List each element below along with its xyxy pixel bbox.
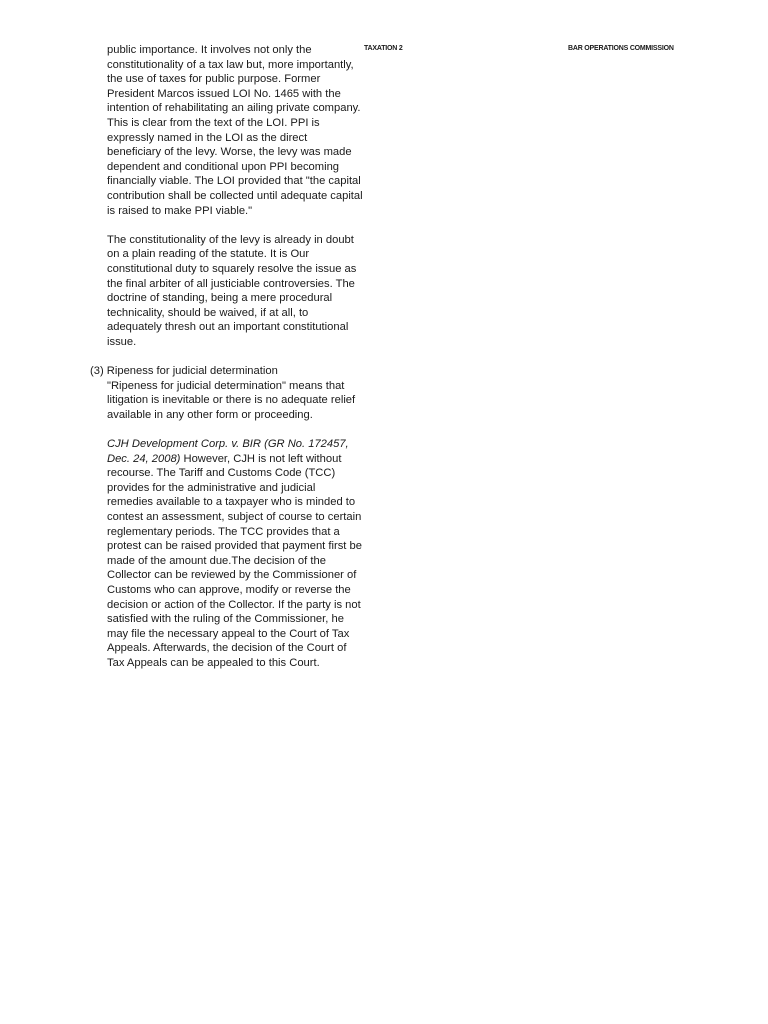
paragraph-cjh-case <box>107 437 363 671</box>
paragraph-spacer <box>90 349 362 364</box>
section-heading-ripeness: (3) Ripeness for judicial determination <box>90 365 278 378</box>
paragraph-constitutionality: The constitutionality of the levy is already in doubt on a plain reading of the statute. It is Our constitutional duty to squarely resolve the issue as the final arbiter of all justiciable controversies. The doctrine of standing, being a mere procedural technicality, should be waived, if at all, to adequately thresh out an important constitutional issue. <box>107 233 357 348</box>
paragraph-ripeness-definition: "Ripeness for judicial determination" means that litigation is inevitable or there is no adequate relief available in any other form or proceeding. <box>107 379 356 421</box>
paragraph-spacer <box>90 422 362 437</box>
header-commission-title: BAR OPERATIONS COMMISSION <box>568 45 674 52</box>
paragraph-public-importance: public importance. It involves not only the constitutionality of a tax law but, more importantly, the use of taxes for public purpose. Former President Marcos issued LOI No. 1465 with the intention of rehabilitating an ailing private company. This is clear from the text of the LOI. PPI is expressly named in the LOI as the direct beneficiary of the levy. Worse, the levy was made dependent and conditional upon PPI becoming financially viable. The LOI provided that "the capital contribution shall be collected until adequate capital is raised to make PPI viable." <box>107 44 363 217</box>
case-citation: CJH Development Corp. v. BIR (GR No. 172457, Dec. 24, 2008) <box>107 438 349 465</box>
paragraph-spacer <box>90 218 362 233</box>
case-discussion: However, CJH is not left without recourse. The Tariff and Customs Code (TCC) provides for the administrative and judicial remedies available to a taxpayer who is minded to contest an assessment, subject of course to certain reglementary periods. The TCC provides that a protest can be raised provided that payment first be made of the amount due.The decision of the Collector can be reviewed by the Commissioner of Customs who can approve, modify or reverse the decision or action of the Collector. If the party is not satisfied with the ruling of the Commissioner, he may file the necessary appeal to the Court of Tax Appeals. Afterwards, the decision of the Court of Tax Appeals can be appealed to this Court. <box>107 452 362 669</box>
header-course-title: TAXATION 2 <box>364 45 403 52</box>
text-column <box>90 43 362 671</box>
